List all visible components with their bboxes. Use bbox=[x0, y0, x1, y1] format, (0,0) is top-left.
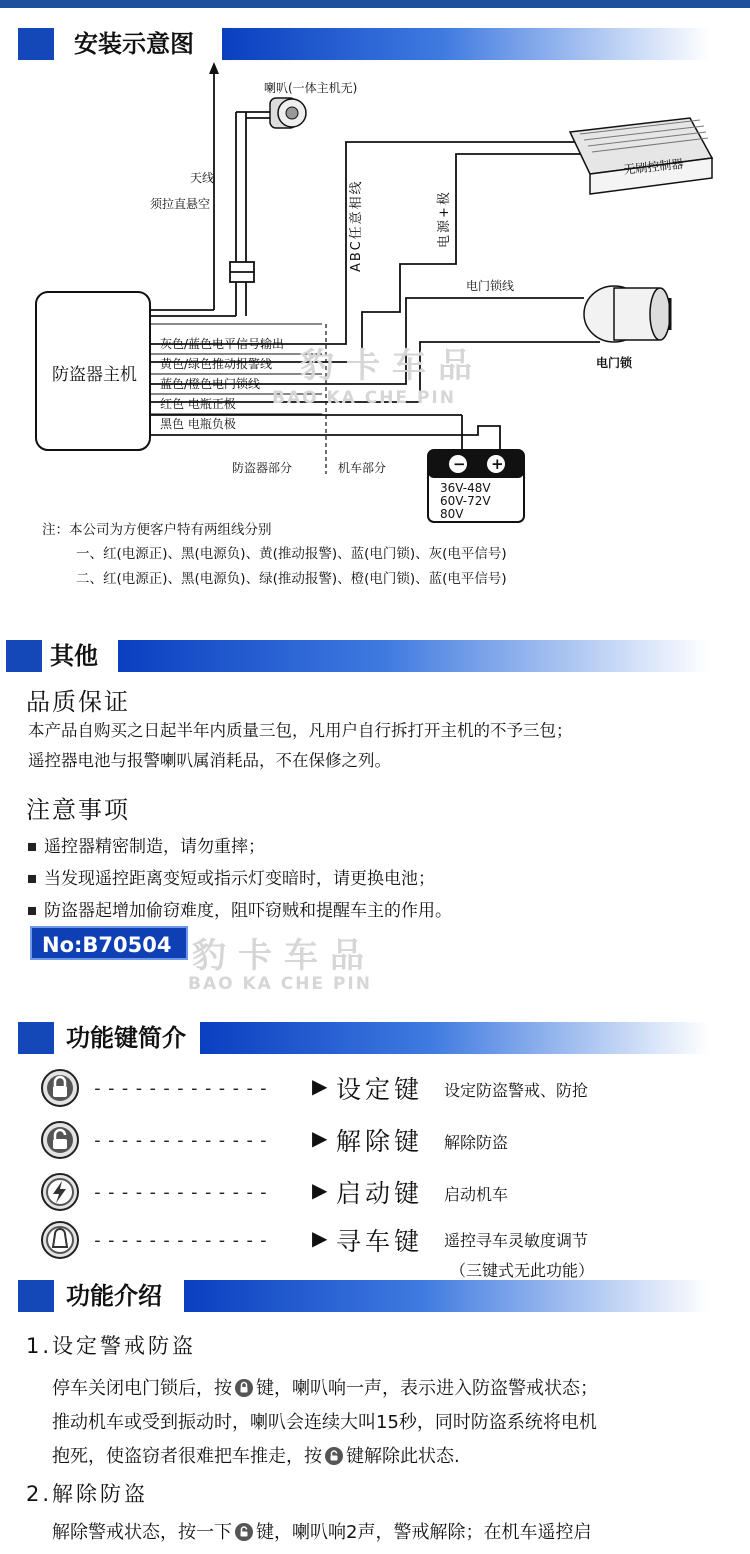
bullet-icon bbox=[28, 875, 36, 883]
wire-label-5: 黑色 电瓶负极 bbox=[160, 417, 236, 431]
controller-label: 无刷控制器 bbox=[622, 156, 685, 177]
bike-part-label: 机车部分 bbox=[338, 461, 387, 475]
power-plus-label: 电源+极 bbox=[437, 190, 452, 248]
battery-minus: − bbox=[453, 455, 466, 473]
antenna-arrow-icon bbox=[209, 62, 219, 74]
section-title: 安装示意图 bbox=[74, 30, 194, 58]
section-title: 功能介绍 bbox=[66, 1282, 162, 1310]
dash-line: ------------- bbox=[92, 1130, 272, 1151]
lock-icon bbox=[234, 1376, 254, 1410]
function-2-heading: 2.解除防盗 bbox=[26, 1482, 149, 1506]
battery-voltage-1: 36V-48V bbox=[440, 481, 491, 495]
section-marker bbox=[18, 28, 54, 60]
functions-section-header bbox=[0, 1276, 750, 1316]
notice-item: 当发现遥控距离变短或指示灯变暗时，请更换电池； bbox=[28, 864, 435, 889]
install-note-group-1: 一、红(电源正)、黑(电源负)、黄(推动报警)、蓝(电门锁)、灰(电平信号) bbox=[76, 546, 507, 562]
key-name: 启动键 bbox=[336, 1179, 424, 1208]
watermark-en: BAO KA CHE PIN bbox=[188, 974, 372, 994]
function-1-heading: 1.设定警戒防盗 bbox=[26, 1334, 197, 1358]
install-note-group-2: 二、红(电源正)、黑(电源负)、绿(推动报警)、橙(电门锁)、蓝(电平信号) bbox=[76, 571, 507, 587]
arrow-right-icon: ▶ bbox=[312, 1178, 328, 1202]
install-section-header bbox=[0, 24, 750, 64]
alarm-part-label: 防盗器部分 bbox=[232, 461, 293, 475]
arrow-right-icon: ▶ bbox=[312, 1226, 328, 1250]
antenna-note: 须拉直悬空 bbox=[150, 197, 211, 211]
keys-section-header bbox=[0, 1018, 750, 1058]
function-2-line-1: 解除警戒状态，按一下 键，喇叭响2声，警戒解除；在机车遥控启 bbox=[52, 1516, 591, 1554]
wire-label-3: 蓝色/橙色电门锁线 bbox=[160, 377, 261, 391]
key-desc: 解除防盗 bbox=[444, 1133, 509, 1152]
watermark-cn: 豹卡车品 bbox=[300, 346, 484, 386]
key-name: 解除键 bbox=[336, 1127, 424, 1156]
section-marker bbox=[6, 640, 42, 672]
lock-icon bbox=[40, 1068, 80, 1112]
quality-line-1: 本产品自购买之日起半年内质量三包，凡用户自行拆打开主机的不予三包； bbox=[28, 721, 573, 740]
key-row-unlock bbox=[40, 1118, 740, 1164]
section-bar bbox=[222, 28, 710, 60]
key-name: 寻车键 bbox=[336, 1227, 424, 1256]
quality-line-2: 遥控器电池与报警喇叭属消耗品，不在保修之列。 bbox=[28, 751, 391, 770]
wire-label-1: 灰色/蓝色电平信号输出 bbox=[160, 337, 285, 351]
lightning-icon bbox=[40, 1172, 80, 1216]
quality-heading: 品质保证 bbox=[26, 688, 130, 716]
host-label: 防盗器主机 bbox=[52, 365, 137, 385]
watermark-en: BAO KA CHE PIN bbox=[272, 388, 456, 408]
battery-plus: + bbox=[491, 455, 504, 473]
battery-voltage-3: 80V bbox=[440, 507, 464, 521]
horn-icon bbox=[270, 98, 306, 128]
notice-heading: 注意事项 bbox=[26, 796, 130, 824]
wire-label-2: 黄色/绿色推动报警线 bbox=[160, 357, 273, 371]
antenna-label: 天线 bbox=[190, 171, 215, 185]
section-title: 其他 bbox=[50, 642, 98, 670]
watermark-cn: 豹卡车品 bbox=[192, 936, 376, 976]
section-title: 功能键简介 bbox=[66, 1024, 186, 1052]
section-marker bbox=[18, 1280, 54, 1312]
top-bar bbox=[0, 0, 750, 8]
function-1-line-1: 停车关闭电门锁后，按 键，喇叭响一声，表示进入防盗警戒状态； bbox=[52, 1372, 598, 1410]
key-row-find bbox=[40, 1218, 740, 1280]
key-row-set bbox=[40, 1066, 740, 1112]
horn-label: 喇叭(一体主机无) bbox=[264, 81, 358, 95]
key-desc: 设定防盗警戒、防抢 bbox=[444, 1081, 589, 1100]
key-name: 设定键 bbox=[336, 1075, 424, 1104]
key-desc: 启动机车 bbox=[444, 1185, 509, 1204]
bell-icon bbox=[40, 1220, 80, 1264]
key-desc-note: （三键式无此功能） bbox=[450, 1261, 595, 1280]
unlock-icon bbox=[324, 1444, 344, 1478]
door-lock-wire-label: 电门锁线 bbox=[466, 279, 515, 293]
section-bar bbox=[200, 1022, 710, 1054]
unlock-icon bbox=[40, 1120, 80, 1164]
controller-icon bbox=[570, 118, 712, 194]
other-section-header bbox=[0, 636, 750, 676]
section-marker bbox=[18, 1022, 54, 1054]
battery-voltage-2: 60V-72V bbox=[440, 494, 491, 508]
notice-item: 遥控器精密制造，请勿重摔； bbox=[28, 832, 265, 857]
bullet-icon bbox=[28, 907, 36, 915]
door-lock-icon bbox=[584, 286, 670, 342]
dash-line: ------------- bbox=[92, 1078, 272, 1099]
section-bar bbox=[184, 1280, 710, 1312]
dash-line: ------------- bbox=[92, 1182, 272, 1203]
arrow-right-icon: ▶ bbox=[312, 1074, 328, 1098]
install-note: 注：本公司为方便客户特有两组线分别 bbox=[42, 522, 272, 538]
door-lock-label: 电门锁 bbox=[596, 356, 633, 370]
notice-item: 防盗器起增加偷窃难度，阻吓窃贼和提醒车主的作用。 bbox=[28, 896, 452, 921]
arrow-right-icon: ▶ bbox=[312, 1126, 328, 1150]
model-number-badge: No:B70504 bbox=[30, 926, 188, 960]
bullet-icon bbox=[28, 843, 36, 851]
abc-phase-label: ABC任意相线 bbox=[349, 179, 364, 272]
wire-label-4: 红色 电瓶正极 bbox=[160, 397, 236, 411]
section-bar bbox=[118, 640, 710, 672]
key-desc: 遥控寻车灵敏度调节 bbox=[444, 1231, 589, 1250]
dash-line: ------------- bbox=[92, 1230, 272, 1251]
key-row-start bbox=[40, 1170, 740, 1216]
unlock-icon bbox=[234, 1520, 254, 1554]
function-1-line-2: 推动机车或受到振动时，喇叭会连续大叫15秒，同时防盗系统将电机 bbox=[52, 1412, 597, 1433]
function-1-line-3: 抱死，使盗窃者很难把车推走，按 键解除此状态. bbox=[52, 1440, 460, 1478]
